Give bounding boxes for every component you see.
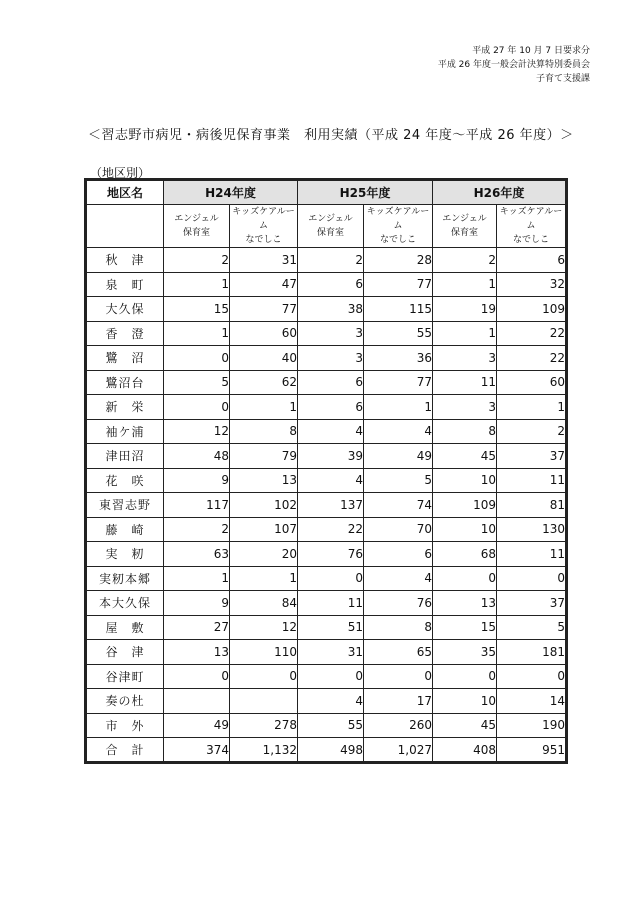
count-cell: 3 (298, 321, 364, 346)
count-cell: 49 (364, 444, 433, 469)
count-cell: 1 (497, 395, 566, 420)
table-row (87, 248, 566, 273)
count-cell: 2 (497, 419, 566, 444)
count-cell: 15 (433, 615, 497, 640)
count-cell: 0 (164, 346, 230, 371)
count-cell: 8 (230, 419, 298, 444)
count-cell: 62 (230, 370, 298, 395)
count-cell: 36 (364, 346, 433, 371)
count-cell: 0 (433, 664, 497, 689)
count-cell: 181 (497, 640, 566, 665)
count-cell: 55 (364, 321, 433, 346)
area-name: 鷺沼台 (87, 370, 164, 395)
count-cell: 3 (433, 395, 497, 420)
facility-name-line1: エンジェル (174, 214, 219, 224)
facility-header (497, 205, 566, 248)
count-cell: 1,027 (364, 738, 433, 762)
count-cell: 74 (364, 493, 433, 518)
table-row (87, 346, 566, 371)
count-cell: 4 (364, 566, 433, 591)
count-cell: 0 (164, 395, 230, 420)
count-cell: 6 (497, 248, 566, 273)
usage-table (86, 180, 566, 762)
count-cell: 77 (364, 272, 433, 297)
area-name: 奏の杜 (87, 689, 164, 714)
table-row (87, 591, 566, 616)
area-name: 新 栄 (87, 395, 164, 420)
table-row (87, 419, 566, 444)
count-cell: 1 (433, 321, 497, 346)
count-cell: 4 (298, 468, 364, 493)
count-cell: 6 (298, 370, 364, 395)
count-cell: 115 (364, 297, 433, 322)
count-cell: 22 (497, 346, 566, 371)
count-cell: 1 (230, 395, 298, 420)
count-cell: 1,132 (230, 738, 298, 762)
count-cell: 22 (298, 517, 364, 542)
facility-name-line2: 保育室 (450, 228, 478, 238)
count-cell: 76 (364, 591, 433, 616)
table-body (87, 248, 566, 762)
count-cell: 260 (364, 713, 433, 738)
count-cell: 2 (164, 517, 230, 542)
area-name: 合 計 (87, 738, 164, 762)
count-cell: 12 (230, 615, 298, 640)
count-cell: 107 (230, 517, 298, 542)
area-name: 泉 町 (87, 272, 164, 297)
count-cell: 55 (298, 713, 364, 738)
facility-name-line1: エンジェル (442, 214, 487, 224)
area-name: 市 外 (87, 713, 164, 738)
area-column-header: 地区名 (87, 181, 164, 205)
count-cell: 1 (230, 566, 298, 591)
count-cell: 76 (298, 542, 364, 567)
count-cell (164, 689, 230, 714)
area-name: 谷 津 (87, 640, 164, 665)
table-row (87, 395, 566, 420)
total-row (87, 738, 566, 762)
count-cell: 12 (164, 419, 230, 444)
count-cell: 32 (497, 272, 566, 297)
count-cell: 31 (230, 248, 298, 273)
table-row (87, 517, 566, 542)
count-cell: 137 (298, 493, 364, 518)
count-cell: 110 (230, 640, 298, 665)
count-cell: 0 (497, 664, 566, 689)
count-cell: 3 (433, 346, 497, 371)
count-cell: 498 (298, 738, 364, 762)
department-name: 子育て支援課 (535, 74, 590, 84)
count-cell: 68 (433, 542, 497, 567)
facility-name-line2: なでしこ (512, 235, 549, 245)
table-row (87, 713, 566, 738)
facility-name-line2: 保育室 (316, 228, 344, 238)
count-cell: 14 (497, 689, 566, 714)
count-cell: 11 (497, 542, 566, 567)
year-header: H25年度 (298, 181, 433, 205)
year-header: H26年度 (433, 181, 566, 205)
table-row (87, 370, 566, 395)
count-cell: 951 (497, 738, 566, 762)
facility-name-line1: キッズケアルーム (366, 207, 430, 231)
count-cell: 49 (164, 713, 230, 738)
area-name: 本大久保 (87, 591, 164, 616)
section-label: （地区別） (90, 166, 151, 180)
count-cell: 0 (298, 566, 364, 591)
count-cell: 60 (497, 370, 566, 395)
count-cell: 37 (497, 591, 566, 616)
document-header (438, 44, 590, 86)
area-name: 実籾本郷 (87, 566, 164, 591)
area-name: 実 籾 (87, 542, 164, 567)
count-cell: 28 (364, 248, 433, 273)
count-cell: 8 (364, 615, 433, 640)
table-row (87, 664, 566, 689)
facility-header (230, 205, 298, 248)
count-cell: 0 (364, 664, 433, 689)
count-cell: 4 (364, 419, 433, 444)
count-cell: 5 (364, 468, 433, 493)
count-cell: 2 (164, 248, 230, 273)
count-cell: 63 (164, 542, 230, 567)
facility-header-row (87, 205, 566, 248)
count-cell: 1 (364, 395, 433, 420)
count-cell: 48 (164, 444, 230, 469)
count-cell: 6 (298, 272, 364, 297)
count-cell: 77 (230, 297, 298, 322)
count-cell: 47 (230, 272, 298, 297)
count-cell: 77 (364, 370, 433, 395)
count-cell: 1 (433, 272, 497, 297)
year-header: H24年度 (164, 181, 298, 205)
year-header-row (87, 181, 566, 205)
count-cell: 31 (298, 640, 364, 665)
table-row (87, 444, 566, 469)
count-cell: 15 (164, 297, 230, 322)
count-cell: 374 (164, 738, 230, 762)
facility-name-line1: エンジェル (308, 214, 353, 224)
area-name: 大久保 (87, 297, 164, 322)
count-cell: 4 (298, 689, 364, 714)
count-cell: 13 (164, 640, 230, 665)
facility-header (364, 205, 433, 248)
count-cell: 70 (364, 517, 433, 542)
request-date: 平成 27 年 10 月 7 日要求分 (472, 46, 590, 56)
count-cell: 109 (433, 493, 497, 518)
area-name: 香 澄 (87, 321, 164, 346)
count-cell: 11 (497, 468, 566, 493)
count-cell: 9 (164, 591, 230, 616)
count-cell: 45 (433, 444, 497, 469)
count-cell: 10 (433, 468, 497, 493)
count-cell: 109 (497, 297, 566, 322)
count-cell: 0 (298, 664, 364, 689)
count-cell: 6 (298, 395, 364, 420)
report-title: ＜習志野市病児・病後児保育事業 利用実績（平成 24 年度～平成 26 年度）＞ (88, 128, 574, 143)
count-cell: 39 (298, 444, 364, 469)
count-cell: 65 (364, 640, 433, 665)
count-cell: 0 (164, 664, 230, 689)
facility-name-line1: キッズケアルーム (499, 207, 563, 231)
table-row (87, 468, 566, 493)
area-name: 藤 崎 (87, 517, 164, 542)
area-name: 谷津町 (87, 664, 164, 689)
count-cell: 0 (433, 566, 497, 591)
count-cell: 37 (497, 444, 566, 469)
count-cell: 408 (433, 738, 497, 762)
count-cell: 130 (497, 517, 566, 542)
count-cell: 45 (433, 713, 497, 738)
count-cell: 1 (164, 321, 230, 346)
table-row (87, 640, 566, 665)
count-cell: 5 (164, 370, 230, 395)
count-cell: 20 (230, 542, 298, 567)
count-cell: 2 (433, 248, 497, 273)
area-name: 袖ケ浦 (87, 419, 164, 444)
count-cell: 84 (230, 591, 298, 616)
count-cell: 40 (230, 346, 298, 371)
count-cell: 0 (230, 664, 298, 689)
table-row (87, 689, 566, 714)
count-cell: 19 (433, 297, 497, 322)
count-cell: 9 (164, 468, 230, 493)
table-row (87, 615, 566, 640)
table-row (87, 297, 566, 322)
table-row (87, 566, 566, 591)
facility-name-line1: キッズケアルーム (232, 207, 295, 231)
count-cell: 1 (164, 566, 230, 591)
facility-header (298, 205, 364, 248)
area-name: 秋 津 (87, 248, 164, 273)
count-cell: 51 (298, 615, 364, 640)
count-cell: 117 (164, 493, 230, 518)
area-name: 花 咲 (87, 468, 164, 493)
count-cell: 13 (230, 468, 298, 493)
table-row (87, 272, 566, 297)
count-cell: 22 (497, 321, 566, 346)
count-cell: 81 (497, 493, 566, 518)
table-row (87, 493, 566, 518)
area-name: 津田沼 (87, 444, 164, 469)
count-cell: 17 (364, 689, 433, 714)
count-cell: 60 (230, 321, 298, 346)
table-row (87, 542, 566, 567)
count-cell: 4 (298, 419, 364, 444)
count-cell: 5 (497, 615, 566, 640)
area-name: 屋 敷 (87, 615, 164, 640)
blank-header-cell (87, 205, 164, 248)
count-cell: 13 (433, 591, 497, 616)
count-cell (230, 689, 298, 714)
count-cell: 8 (433, 419, 497, 444)
facility-header (433, 205, 497, 248)
count-cell: 3 (298, 346, 364, 371)
count-cell: 2 (298, 248, 364, 273)
facility-name-line2: なでしこ (379, 235, 416, 245)
area-name: 東習志野 (87, 493, 164, 518)
count-cell: 6 (364, 542, 433, 567)
facility-header (164, 205, 230, 248)
count-cell: 102 (230, 493, 298, 518)
count-cell: 10 (433, 689, 497, 714)
count-cell: 11 (298, 591, 364, 616)
facility-name-line2: なでしこ (245, 235, 282, 245)
count-cell: 11 (433, 370, 497, 395)
count-cell: 38 (298, 297, 364, 322)
count-cell: 278 (230, 713, 298, 738)
table-row (87, 321, 566, 346)
count-cell: 0 (497, 566, 566, 591)
count-cell: 10 (433, 517, 497, 542)
committee-name: 平成 26 年度一般会計決算特別委員会 (437, 60, 590, 70)
count-cell: 1 (164, 272, 230, 297)
count-cell: 79 (230, 444, 298, 469)
facility-name-line2: 保育室 (182, 228, 210, 238)
area-name: 鷺 沼 (87, 346, 164, 371)
count-cell: 27 (164, 615, 230, 640)
count-cell: 190 (497, 713, 566, 738)
count-cell: 35 (433, 640, 497, 665)
